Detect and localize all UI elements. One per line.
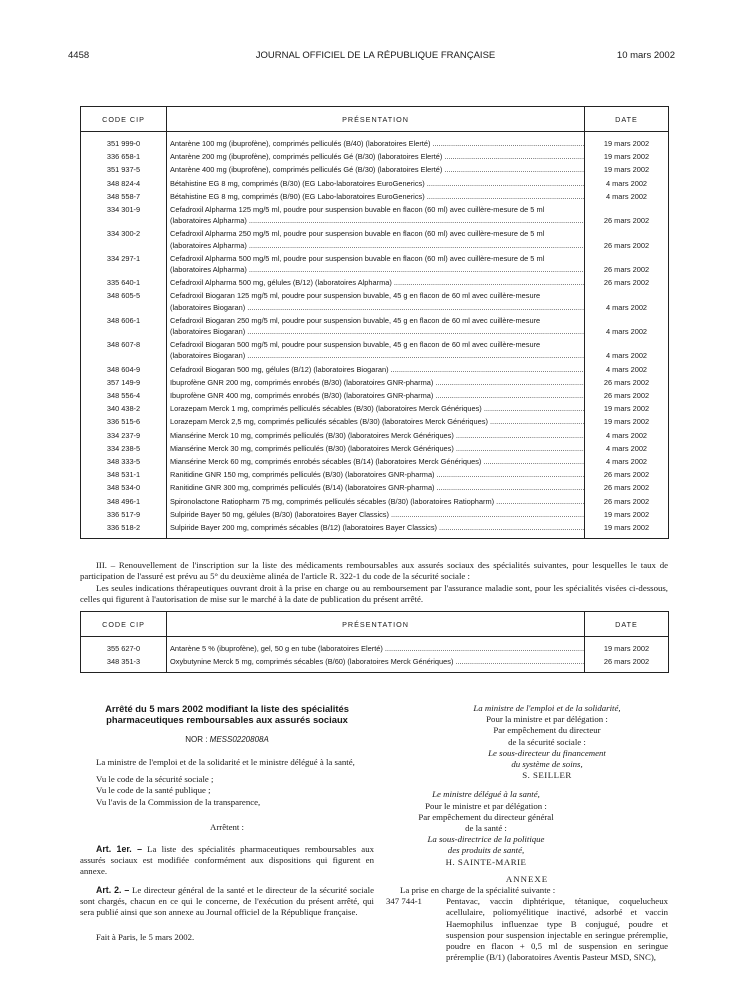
date-cell: 4 mars 2002 <box>585 363 669 376</box>
nor-value: MESS0220808A <box>209 735 269 744</box>
presentation-cell <box>167 468 585 481</box>
date-cell: 4 mars 2002 <box>585 429 669 442</box>
presentation-text <box>170 240 581 251</box>
signature-line: La sous-directrice de la politique <box>427 834 545 845</box>
presentation-line: Bétahistine EG 8 mg, comprimés (B/30) (EG Labo-laboratoires EuroGenerics) ..... <box>170 179 585 188</box>
cip-code: 336 517-9 <box>81 508 167 521</box>
section-3-indications: Les seules indications thérapeutiques ouvrant droit à la prise en charge ou au remboursement par l'assurance maladie sont, pour les spécialités visées ci-dessous, celles qui figurent à l'autorisation de mise sur le marché à la date de publication du présent arrêté. <box>80 583 668 605</box>
presentation-text <box>170 215 581 226</box>
presentation-text: Cefadroxil Biogaran 500 mg/5 ml, poudre pour suspension buvable, 45 g en flacon de 60 ml avec cuillère-mesure <box>170 340 541 350</box>
presentation-text: Cefadroxil Alpharma 250 mg/5 ml, poudre pour suspension buvable en flacon (60 ml) avec cuillère-mesure de 5 ml <box>170 229 545 239</box>
column-header-presentation: PRÉSENTATION <box>167 107 585 132</box>
presentation-line: Sulpiride Bayer 200 mg, comprimés sécables (B/12) (laboratoires Bayer Classics) ..... <box>170 523 585 532</box>
cip-code: 351 937-5 <box>81 163 167 176</box>
date-cell: 19 mars 2002 <box>585 163 669 176</box>
presentation-line: Oxybutynine Merck 5 mg, comprimés sécables (B/60) (laboratoires Merck Génériques) ..... <box>170 657 585 666</box>
presentation-line: Antarène 400 mg (ibuprofène), comprimés pelliculés Gé (B/30) (laboratoires Elerté) ..... <box>170 165 585 174</box>
presentation-line: Lorazepam Merck 2,5 mg, comprimés pelliculés sécables (B/30) (laboratoires Merck Génériques) ..... <box>170 417 585 426</box>
presentation-cell <box>167 289 585 313</box>
table-row <box>81 289 669 313</box>
presentation-cell <box>167 177 585 190</box>
presentation-line: (laboratoires Alpharma) ..... <box>170 241 585 250</box>
article-2-text: Le directeur général de la santé et le directeur de la sécurité sociale sont chargés, chacun en ce qui le concerne, de l'exécution du présent arrêté, qui sera publié ainsi que son annexe au Journal officiel de la République française. <box>80 884 374 918</box>
presentation-text <box>170 416 581 427</box>
arrete-intro: La ministre de l'emploi et de la solidarité et le ministre délégué à la santé, <box>96 757 355 767</box>
cip-code: 348 606-1 <box>81 314 167 338</box>
date-cell: 4 mars 2002 <box>585 442 669 455</box>
vu-list <box>80 774 374 808</box>
presentation-text <box>170 443 581 454</box>
table-row <box>81 163 669 176</box>
table-row <box>81 429 669 442</box>
signature-line: Le sous-directeur du financement <box>488 747 606 758</box>
date-cell: 19 mars 2002 <box>585 150 669 163</box>
presentation-cell <box>167 455 585 468</box>
table-row <box>81 190 669 203</box>
presentation-cell <box>167 276 585 289</box>
presentation-text <box>170 151 581 162</box>
presentation-line: Cefadroxil Biogaran 500 mg, gélules (B/12) (laboratoires Biogaran) ..... <box>170 365 585 374</box>
cip-code: 348 824-4 <box>81 177 167 190</box>
date-cell: 19 mars 2002 <box>585 637 669 656</box>
date-cell: 26 mars 2002 <box>585 203 669 227</box>
arrete-title: Arrêté du 5 mars 2002 modifiant la liste des spécialités pharmaceutiques remboursables aux assurés sociaux <box>105 703 349 725</box>
presentation-text: Cefadroxil Biogaran 125 mg/5 ml, poudre pour suspension buvable, 45 g en flacon de 60 ml avec cuillère-mesure <box>170 291 541 301</box>
presentation-line: (laboratoires Alpharma) ..... <box>170 216 585 225</box>
table-row <box>81 389 669 402</box>
arretent-label: Arrêtent : <box>210 821 244 832</box>
presentation-cell <box>167 389 585 402</box>
presentation-cell <box>167 363 585 376</box>
article-1 <box>80 844 374 878</box>
table-row <box>81 314 669 338</box>
table-row <box>81 203 669 227</box>
signature-line: Pour le ministre et par délégation : <box>425 800 547 811</box>
table-row <box>81 276 669 289</box>
journal-title: JOURNAL OFFICIEL DE LA RÉPUBLIQUE FRANÇAISE <box>255 50 496 61</box>
table-row <box>81 455 669 468</box>
table-row <box>81 177 669 190</box>
presentation-cell <box>167 655 585 673</box>
presentation-line: Bétahistine EG 8 mg, comprimés (B/90) (EG Labo-laboratoires EuroGenerics) ..... <box>170 192 585 201</box>
date-cell: 4 mars 2002 <box>585 455 669 468</box>
presentation-text <box>170 302 581 313</box>
cip-code: 340 438-2 <box>81 402 167 415</box>
cip-code: 348 607-8 <box>81 338 167 362</box>
signature-line: des produits de santé, <box>447 845 525 856</box>
presentation-cell <box>167 637 585 656</box>
presentation-text <box>170 264 581 275</box>
signature-line: Pour la ministre et par délégation : <box>486 714 608 725</box>
table-row <box>81 252 669 276</box>
presentation-text <box>170 364 581 375</box>
cip-code: 348 556-4 <box>81 389 167 402</box>
presentation-cell <box>167 481 585 494</box>
presentation-text <box>170 522 581 533</box>
presentation-line: Ranitidine GNR 150 mg, comprimés pelliculés (B/30) (laboratoires GNR-pharma) ..... <box>170 470 585 479</box>
presentation-line: Lorazepam Merck 1 mg, comprimés pelliculés sécables (B/30) (laboratoires Merck Génériques) ..... <box>170 404 585 413</box>
article-2 <box>80 885 374 919</box>
cip-code: 334 238-5 <box>81 442 167 455</box>
table-row <box>81 468 669 481</box>
date-cell: 26 mars 2002 <box>585 495 669 508</box>
presentation-text <box>170 509 581 520</box>
presentation-cell <box>167 227 585 251</box>
cip-code: 348 333-5 <box>81 455 167 468</box>
presentation-line: Miansérine Merck 60 mg, comprimés enrobés sécables (B/14) (laboratoires Merck Génériques) ..... <box>170 457 585 466</box>
table-row <box>81 132 669 151</box>
date-cell: 4 mars 2002 <box>585 289 669 313</box>
date-cell: 26 mars 2002 <box>585 481 669 494</box>
column-header-date: DATE <box>585 107 669 132</box>
date-cell: 26 mars 2002 <box>585 376 669 389</box>
presentation-cell <box>167 132 585 151</box>
section-3-paragraph: III. – Renouvellement de l'inscription sur la liste des médicaments remboursables aux assurés sociaux des spécialités suivantes, pour lesquelles le taux de participation de l'assuré est prévu au 5° du deuxième alinéa de l'article R. 322-1 du code de la sécurité sociale : <box>80 560 668 582</box>
annexe-intro: La prise en charge de la spécialité suivante : <box>400 885 556 896</box>
table-row <box>81 442 669 455</box>
cip-code: 334 297-1 <box>81 252 167 276</box>
vu-item: Vu le code de la sécurité sociale ; <box>96 774 214 785</box>
cip-code: 336 515-6 <box>81 415 167 428</box>
date-cell: 19 mars 2002 <box>585 508 669 521</box>
presentation-text <box>170 326 581 337</box>
presentation-line: Antarène 5 % (ibuprofène), gel, 50 g en tube (laboratoires Elerté) ..... <box>170 644 585 653</box>
presentation-cell <box>167 442 585 455</box>
annexe-title: ANNEXE <box>505 873 549 884</box>
cip-table-1 <box>80 106 669 539</box>
presentation-text <box>170 403 581 414</box>
table-row <box>81 495 669 508</box>
column-header-code: CODE CIP <box>81 107 167 132</box>
table-row <box>81 338 669 362</box>
presentation-text <box>170 164 581 175</box>
date-cell: 19 mars 2002 <box>585 402 669 415</box>
table-row <box>81 655 669 673</box>
annexe-code: 347 744-1 <box>386 896 422 907</box>
presentation-text: Cefadroxil Alpharma 500 mg/5 ml, poudre pour suspension buvable en flacon (60 ml) avec cuillère-mesure de 5 ml <box>170 253 545 263</box>
presentation-cell <box>167 150 585 163</box>
signature-line: Le ministre délégué à la santé, <box>432 789 540 800</box>
presentation-text <box>170 496 581 507</box>
presentation-cell <box>167 203 585 227</box>
presentation-text <box>170 178 581 189</box>
presentation-cell <box>167 252 585 276</box>
presentation-line: Miansérine Merck 10 mg, comprimés pelliculés (B/30) (laboratoires Merck Génériques) ..... <box>170 431 585 440</box>
signature-line: S. SEILLER <box>522 770 572 781</box>
annexe-entry <box>386 896 668 963</box>
presentation-line: (laboratoires Biogaran) ..... <box>170 327 585 336</box>
column-header-code: CODE CIP <box>81 612 167 637</box>
date-cell: 19 mars 2002 <box>585 132 669 151</box>
signature-line: de la sécurité sociale : <box>508 736 586 747</box>
signatures-column <box>386 703 668 963</box>
table-row <box>81 150 669 163</box>
table-row <box>81 508 669 521</box>
signature-line: de la santé : <box>465 823 507 834</box>
presentation-line: Antarène 100 mg (ibuprofène), comprimés pelliculés (B/40) (laboratoires Elerté) ..... <box>170 139 585 148</box>
cip-code: 348 496-1 <box>81 495 167 508</box>
presentation-text <box>170 390 581 401</box>
table-row <box>81 402 669 415</box>
date-cell: 26 mars 2002 <box>585 276 669 289</box>
signature-line: Par empêchement du directeur général <box>418 811 554 822</box>
presentation-text <box>170 138 581 149</box>
date-cell: 26 mars 2002 <box>585 468 669 481</box>
presentation-line: (laboratoires Alpharma) ..... <box>170 265 585 274</box>
presentation-line: Ibuprofène GNR 200 mg, comprimés enrobés (B/30) (laboratoires GNR-pharma) ..... <box>170 378 585 387</box>
article-2-label: Art. 2. – <box>96 884 130 895</box>
presentation-text <box>170 656 581 667</box>
signature-line: H. SAINTE-MARIE <box>445 856 527 867</box>
date-cell: 26 mars 2002 <box>585 655 669 673</box>
presentation-cell <box>167 495 585 508</box>
presentation-cell <box>167 376 585 389</box>
cip-code: 334 301-9 <box>81 203 167 227</box>
presentation-cell <box>167 429 585 442</box>
cip-code: 334 300-2 <box>81 227 167 251</box>
cip-code: 348 558-7 <box>81 190 167 203</box>
article-1-label: Art. 1er. – <box>96 844 143 855</box>
presentation-text: Cefadroxil Biogaran 250 mg/5 ml, poudre pour suspension buvable, 45 g en flacon de 60 ml avec cuillère-mesure <box>170 315 541 325</box>
article-1-text: La liste des spécialités pharmaceutiques remboursables aux assurés sociaux est modifiée conformément aux dispositions qui figurent en annexe. <box>80 844 374 877</box>
signature-line: Par empêchement du directeur <box>493 725 601 736</box>
presentation-text: Cefadroxil Alpharma 125 mg/5 ml, poudre pour suspension buvable en flacon (60 ml) avec cuillère-mesure de 5 ml <box>170 205 545 215</box>
date-cell: 4 mars 2002 <box>585 177 669 190</box>
cip-code: 355 627-0 <box>81 637 167 656</box>
presentation-line: Sulpiride Bayer 50 mg, gélules (B/30) (laboratoires Bayer Classics) ..... <box>170 510 585 519</box>
presentation-text <box>170 277 581 288</box>
presentation-line: Ibuprofène GNR 400 mg, comprimés enrobés (B/30) (laboratoires GNR-pharma) ..... <box>170 391 585 400</box>
table-row <box>81 637 669 656</box>
cip-code: 357 149-9 <box>81 376 167 389</box>
date-cell: 4 mars 2002 <box>585 338 669 362</box>
presentation-cell <box>167 163 585 176</box>
date-cell: 26 mars 2002 <box>585 389 669 402</box>
signature-block-employment <box>386 703 668 781</box>
table-row <box>81 227 669 251</box>
cip-code: 348 351-3 <box>81 655 167 673</box>
header-date: 10 mars 2002 <box>616 50 675 61</box>
presentation-line: Antarène 200 mg (ibuprofène), comprimés pelliculés Gé (B/30) (laboratoires Elerté) ..... <box>170 152 585 161</box>
presentation-cell <box>167 314 585 338</box>
cip-code: 348 605-5 <box>81 289 167 313</box>
presentation-text <box>170 482 581 493</box>
cip-code: 348 531-1 <box>81 468 167 481</box>
table-row <box>81 481 669 494</box>
signature-block-health <box>386 789 586 867</box>
presentation-line: Ranitidine GNR 300 mg, comprimés pelliculés (B/14) (laboratoires GNR-pharma) ..... <box>170 483 585 492</box>
presentation-cell <box>167 415 585 428</box>
presentation-cell <box>167 402 585 415</box>
arrete-column <box>80 703 374 943</box>
presentation-text <box>170 456 581 467</box>
annexe-text: Pentavac, vaccin diphtérique, tétanique, coquelucheux acellulaire, poliomyélitique inactivé, adsorbé et vaccin Haemophilus influenzae type B conjugué, poudre et suspension pour suspension injectable en seringue préremplie, poudre en flacon + 0,5 ml de suspension en seringue préremplie (B/1) (laboratoires Aventis Pasteur MSD, SNC), <box>446 896 668 963</box>
cip-code: 335 640-1 <box>81 276 167 289</box>
presentation-text <box>170 377 581 388</box>
fait-a-paris: Fait à Paris, le 5 mars 2002. <box>96 932 195 943</box>
presentation-text <box>170 191 581 202</box>
presentation-text <box>170 430 581 441</box>
presentation-cell <box>167 338 585 362</box>
cip-table-2 <box>80 611 669 673</box>
page-number: 4458 <box>68 50 90 61</box>
cip-code: 351 999-0 <box>81 132 167 151</box>
presentation-line: Miansérine Merck 30 mg, comprimés pelliculés (B/30) (laboratoires Merck Génériques) ..... <box>170 444 585 453</box>
table-row <box>81 363 669 376</box>
date-cell: 26 mars 2002 <box>585 227 669 251</box>
presentation-line: Spironolactone Ratiopharm 75 mg, comprimés pelliculés sécables (B/30) (laboratoires Ratiopharm) ..... <box>170 497 585 506</box>
cip-code: 336 658-1 <box>81 150 167 163</box>
nor-line <box>80 735 374 744</box>
presentation-cell <box>167 521 585 539</box>
cip-code: 336 518-2 <box>81 521 167 539</box>
date-cell: 19 mars 2002 <box>585 415 669 428</box>
nor-label: NOR : <box>185 735 208 744</box>
presentation-cell <box>167 190 585 203</box>
date-cell: 19 mars 2002 <box>585 521 669 539</box>
vu-item: Vu l'avis de la Commission de la transparence, <box>96 796 261 807</box>
date-cell: 4 mars 2002 <box>585 314 669 338</box>
table-row <box>81 376 669 389</box>
presentation-line: Cefadroxil Alpharma 500 mg, gélules (B/12) (laboratoires Alpharma) ..... <box>170 278 585 287</box>
presentation-cell <box>167 508 585 521</box>
presentation-line: (laboratoires Biogaran) ..... <box>170 351 585 360</box>
table-row <box>81 415 669 428</box>
signature-line: du système de soins, <box>511 759 583 770</box>
vu-item: Vu le code de la santé publique ; <box>96 785 211 796</box>
cip-code: 334 237-9 <box>81 429 167 442</box>
cip-code: 348 604-9 <box>81 363 167 376</box>
cip-code: 348 534-0 <box>81 481 167 494</box>
date-cell: 4 mars 2002 <box>585 190 669 203</box>
signature-line: La ministre de l'emploi et de la solidarité, <box>473 703 621 713</box>
column-header-presentation: PRÉSENTATION <box>167 612 585 637</box>
presentation-text <box>170 350 581 361</box>
presentation-text <box>170 643 581 654</box>
presentation-text <box>170 469 581 480</box>
table-row <box>81 521 669 539</box>
column-header-date: DATE <box>585 612 669 637</box>
presentation-line: (laboratoires Biogaran) ..... <box>170 303 585 312</box>
date-cell: 26 mars 2002 <box>585 252 669 276</box>
